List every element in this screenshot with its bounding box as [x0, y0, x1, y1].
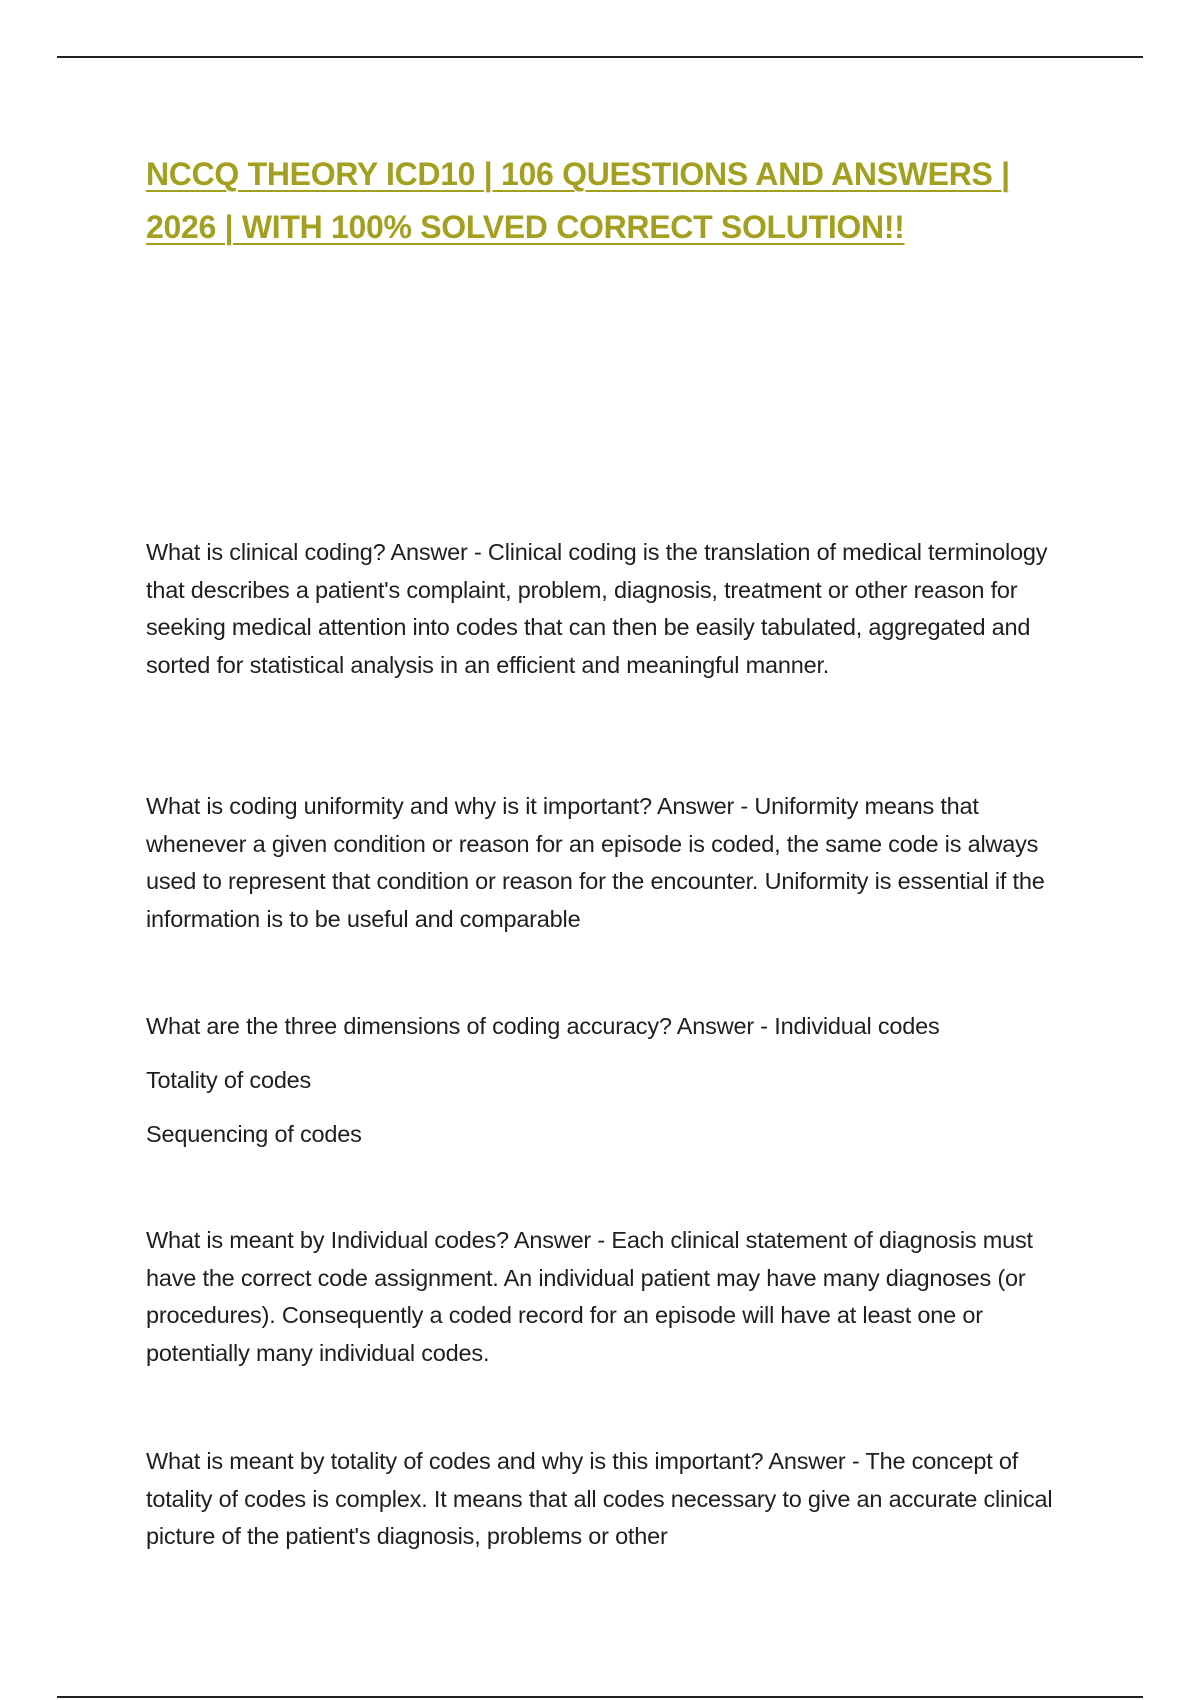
qa-paragraph-totality-of-codes: What is meant by totality of codes and why is this important? Answer - The concept of totality of codes is complex. It means that all codes necessary to give an accurate clinical picture of the patient's diagnosis, problems or other [146, 1448, 1053, 1549]
qa-answer-line-sequencing: Sequencing of codes [146, 1121, 362, 1147]
qa-paragraph-coding-uniformity: What is coding uniformity and why is it important? Answer - Uniformity means that whenever a given condition or reason for an episode is coded, the same code is always used to represent that condition or reason for the encounter. Uniformity is essential if the information is to be useful and comparable [146, 793, 1045, 932]
document-title: NCCQ THEORY ICD10 | 106 QUESTIONS AND ANSWERS | 2026 | WITH 100% SOLVED CORRECT SOLUTION!! [146, 156, 1010, 245]
top-rule [57, 56, 1143, 58]
qa-paragraph-coding-accuracy: What are the three dimensions of coding accuracy? Answer - Individual codes [146, 1013, 940, 1039]
qa-paragraph-individual-codes: What is meant by Individual codes? Answer - Each clinical statement of diagnosis must have the correct code assignment. An individual patient may have many diagnoses (or procedures). Consequently a coded record for an episode will have at least one or potentially many individual codes. [146, 1227, 1033, 1366]
qa-answer-line-totality: Totality of codes [146, 1067, 312, 1093]
qa-paragraph-clinical-coding: What is clinical coding? Answer - Clinical coding is the translation of medical terminology that describes a patient's complaint, problem, diagnosis, treatment or other reason for seeking medical attention into codes that can then be easily tabulated, aggregated and sorted for statistical analysis in an efficient and meaningful manner. [146, 539, 1048, 678]
bottom-rule [57, 1696, 1143, 1698]
